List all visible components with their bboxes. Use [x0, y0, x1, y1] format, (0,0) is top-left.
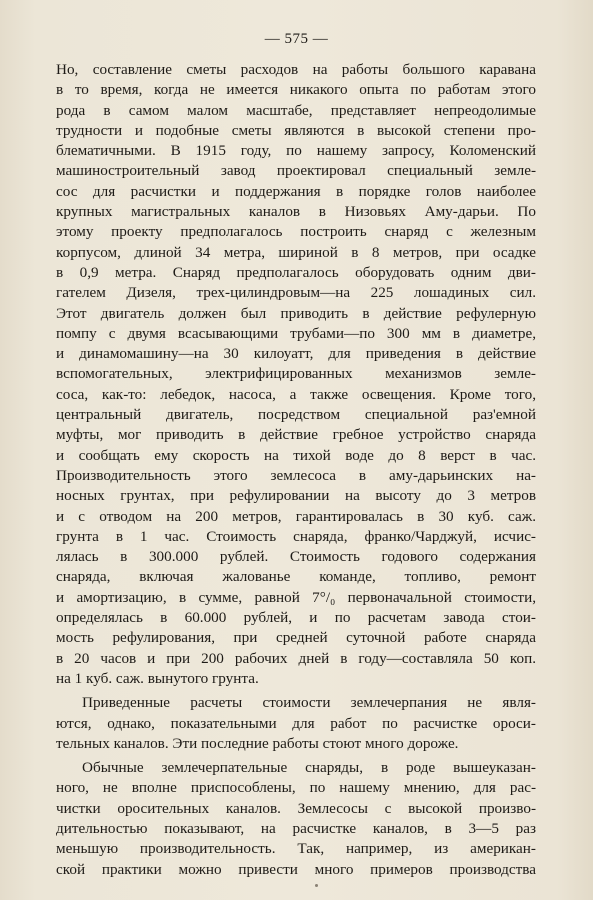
text-line: лялась в 300.000 рублей. Стоимость годового содержания [56, 548, 536, 566]
text-line: Но, составление сметы расходов на работы большого каравана [56, 61, 536, 78]
paragraph [56, 693, 536, 754]
text-line: рода в самом малом масштабе, представляет непреодолимые [56, 101, 536, 119]
text-line: этому проекту предполагалось построить снаряд с железным [56, 223, 536, 241]
text-line: Производительность этого землесоса в аму-дарьинских на- [56, 466, 536, 484]
text-line: мость рефулирования, при средней суточной работе снаряда [56, 629, 536, 647]
text-line: Приведенные расчеты стоимости землечерпания не явля- [82, 694, 536, 712]
text-line: и с отводом на 200 метров, гарантировалась в 30 куб. саж. [56, 507, 536, 525]
text-line: помпу с двумя всасывающими трубами—по 300 мм в диаметре, [56, 324, 536, 342]
text-line: ного, не вполне приспособлены, по нашему мнению, для рас- [56, 779, 536, 797]
text-line: блематичными. В 1915 году, по нашему запросу, Коломенский [56, 142, 536, 160]
text-line: корпусом, длиной 34 метра, шириной в 8 метров, при осадке [56, 243, 536, 261]
paragraph [56, 60, 536, 689]
text-line: меньшую производительность. Так, например, из американ- [56, 840, 536, 858]
text-line: машиностроительный завод проектировал специальный земле- [56, 162, 536, 180]
text-line: снаряда, включая жалованье команде, топливо, ремонт [56, 568, 536, 586]
text-line: муфты, мог приводить в действие гребное устройство снаряда [56, 426, 536, 444]
text-line: в то время, когда не имеется никакого опыта по работам этого [56, 81, 536, 99]
text-line: и сообщать ему скорость на тихой воде до 8 верст в час. [56, 446, 536, 464]
text-line: Обычные землечерпательные снаряды, в роде вышеуказан- [82, 759, 536, 777]
text-line: грунта в 1 час. Стоимость снаряда, франко/Чарджуй, исчис- [56, 527, 536, 545]
text-line: носных грунтах, при рефулировании на высоту до 3 метров [56, 487, 536, 505]
text-line: и динамомашину—на 30 килоуатт, для приведения в действие [56, 345, 536, 363]
text-line: тельных каналов. Эти последние работы стоют много дороже. [56, 734, 459, 752]
text-line: соса, как-то: лебедок, насоса, а также освещения. Кроме того, [56, 385, 536, 403]
page-number: — 575 — [264, 31, 329, 47]
text-line: дительностью показывают, на расчистке каналов, в 3—5 раз [56, 819, 536, 837]
paper-speck [315, 884, 318, 887]
text-line: ской практики можно привести много примеров производства [56, 860, 536, 878]
text-line: крупных магистральных каналов в Низовьях Аму-дарьи. По [56, 203, 536, 221]
text-line: гателем Дизеля, трех-цилиндровым—на 225 лошадиных сил. [56, 284, 536, 302]
text-line: Этот двигатель должен был приводить в действие рефулерную [56, 304, 536, 322]
text-line: в 0,9 метра. Снаряд предполагалось оборудовать одним дви- [56, 263, 536, 281]
text-line: чистки оросительных каналов. Землесосы с высокой произво- [56, 799, 536, 817]
text-line: трудности и подобные сметы являются в высокой степени про- [56, 121, 536, 139]
text-line: вспомогательных, электрифицированных механизмов земле- [56, 365, 536, 383]
text-line: центральный двигатель, посредством специальной раз'емной [56, 406, 536, 424]
text-line: сос для расчистки и поддержания в порядке голов наиболее [56, 182, 536, 200]
text-line: и амортизацию, в сумме, равной 7°/₀ первоначальной стоимости, [56, 588, 536, 606]
text-line: на 1 куб. саж. вынутого грунта. [56, 669, 259, 687]
paragraph [56, 758, 536, 880]
text-line: в 20 часов и при 200 рабочих дней в году—составляла 50 коп. [56, 649, 536, 667]
text-line: ются, однако, показательными для работ по расчистке ороси- [56, 714, 536, 732]
page-body [56, 60, 536, 880]
text-line: определялась в 60.000 рублей, и по расчетам завода стои- [56, 609, 536, 627]
